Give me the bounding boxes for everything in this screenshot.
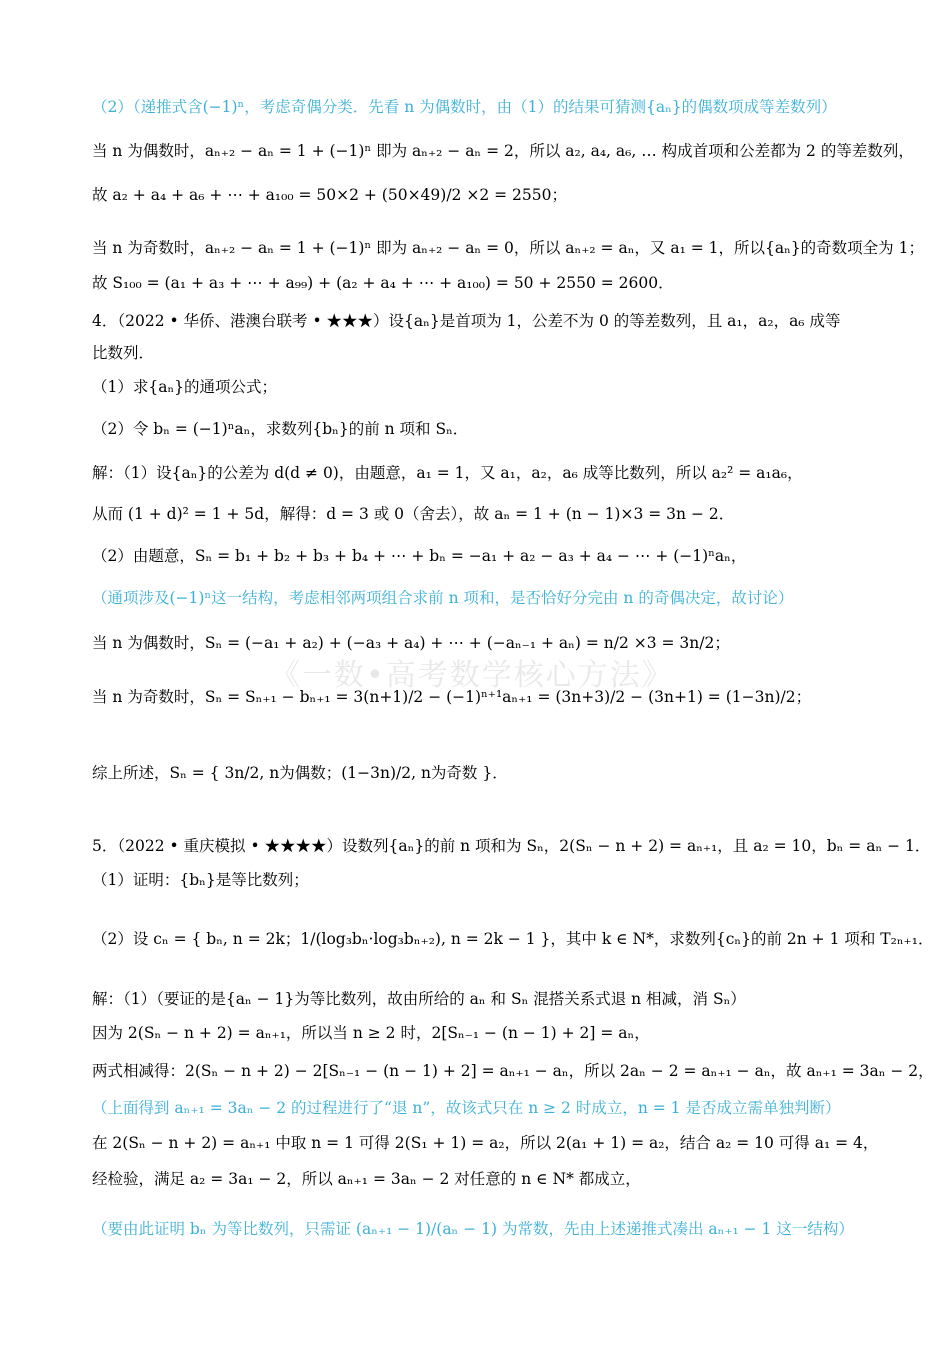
text-line: 在 2(Sₙ − n + 2) = aₙ₊₁ 中取 n = 1 可得 2(S₁ + 1) = a₂，所以 2(a₁ + 1) = a₂，结合 a₂ = 10 可得 a₁ = 4，: [92, 1134, 879, 1152]
text-line: （2）由题意，Sₙ = b₁ + b₂ + b₃ + b₄ + ⋯ + bₙ = −a₁ + a₂ − a₃ + a₄ − ⋯ + (−1)ⁿaₙ，: [92, 547, 747, 565]
watermark: 《一数•高考数学核心方法》: [270, 658, 674, 693]
hint-line: （通项涉及(−1)ⁿ这一结构，考虑相邻两项组合求前 n 项和，是否恰好分完由 n 的奇偶决定，故讨论）: [92, 589, 794, 607]
text-line: 两式相减得：2(Sₙ − n + 2) − 2[Sₙ₋₁ − (n − 1) + 2] = aₙ₊₁ − aₙ，所以 2aₙ − 2 = aₙ₊₁ − aₙ，故 aₙ₊₁ = 3aₙ − 2，: [92, 1062, 934, 1080]
solution-line: 解：（1）（要证的是{aₙ − 1}为等比数列，故由所给的 aₙ 和 Sₙ 混搭关系式退 n 相减，消 Sₙ）: [92, 990, 746, 1008]
text-line: （2）设 cₙ = { bₙ, n = 2k；1/(log₃bₙ·log₃bₙ₊₂), n = 2k − 1 }，其中 k ∈ N*，求数列{cₙ}的前 2n + 1 项和 T₂ₙ₊₁．: [92, 930, 934, 948]
text-line: 比数列．: [92, 344, 155, 362]
hint-line: （上面得到 aₙ₊₁ = 3aₙ − 2 的过程进行了“退 n”，故该式只在 n ≥ 2 时成立，n = 1 是否成立需单独判断）: [92, 1099, 841, 1117]
hint-line: （要由此证明 bₙ 为等比数列，只需证 (aₙ₊₁ − 1)/(aₙ − 1) 为常数，先由上述递推式凑出 aₙ₊₁ − 1 这一结构）: [92, 1220, 854, 1238]
text-line: 故 a₂ + a₄ + a₆ + ⋯ + a₁₀₀ = 50×2 + (50×49)/2 ×2 = 2550；: [92, 186, 567, 204]
text-line: 因为 2(Sₙ − n + 2) = aₙ₊₁，所以当 n ≥ 2 时，2[Sₙ₋₁ − (n − 1) + 2] = aₙ，: [92, 1024, 650, 1042]
text-line: 综上所述，Sₙ = { 3n/2, n为偶数；(1−3n)/2, n为奇数 }．: [92, 764, 508, 782]
text-line: 故 S₁₀₀ = (a₁ + a₃ + ⋯ + a₉₉) + (a₂ + a₄ + ⋯ + a₁₀₀) = 50 + 2550 = 2600．: [92, 274, 674, 292]
solution-line: 解：（1）设{aₙ}的公差为 d(d ≠ 0)，由题意，a₁ = 1，又 a₁，a₂，a₆ 成等比数列，所以 a₂² = a₁a₆，: [92, 464, 803, 482]
problem-heading: 5．（2022 • 重庆模拟 • ★★★★）设数列{aₙ}的前 n 项和为 Sₙ，2(Sₙ − n + 2) = aₙ₊₁，且 a₂ = 10，bₙ = aₙ − 1．: [92, 837, 931, 855]
text-line: （2）令 bₙ = (−1)ⁿaₙ，求数列{bₙ}的前 n 项和 Sₙ．: [92, 420, 469, 438]
text-line: 当 n 为偶数时，aₙ₊₂ − aₙ = 1 + (−1)ⁿ 即为 aₙ₊₂ − aₙ = 2，所以 a₂, a₄, a₆, … 构成首项和公差都为 2 的等差数列，: [92, 142, 914, 160]
text-line: （2）（递推式含(−1)ⁿ，考虑奇偶分类．先看 n 为偶数时，由（1）的结果可猜测{aₙ}的偶数项成等差数列）: [92, 98, 837, 116]
text-line: 经检验，满足 a₂ = 3a₁ − 2，所以 aₙ₊₁ = 3aₙ − 2 对任意的 n ∈ N* 都成立，: [92, 1170, 641, 1188]
text-line: （1）求{aₙ}的通项公式；: [92, 378, 278, 396]
text-line: 当 n 为奇数时，Sₙ = Sₙ₊₁ − bₙ₊₁ = 3(n+1)/2 − (−1)ⁿ⁺¹aₙ₊₁ = (3n+3)/2 − (3n+1) = (1−3n)/2；: [92, 688, 812, 706]
text-line: 从而 (1 + d)² = 1 + 5d，解得：d = 3 或 0（舍去），故 aₙ = 1 + (n − 1)×3 = 3n − 2．: [92, 505, 735, 523]
text-line: （1）证明：{bₙ}是等比数列；: [92, 871, 309, 889]
text-line: 当 n 为偶数时，Sₙ = (−a₁ + a₂) + (−a₃ + a₄) + ⋯ + (−aₙ₋₁ + aₙ) = n/2 ×3 = 3n/2；: [92, 634, 730, 652]
text-line: 当 n 为奇数时，aₙ₊₂ − aₙ = 1 + (−1)ⁿ 即为 aₙ₊₂ − aₙ = 0，所以 aₙ₊₂ = aₙ，又 a₁ = 1，所以{aₙ}的奇数项全为 1；: [92, 239, 924, 257]
problem-heading: 4．（2022 • 华侨、港澳台联考 • ★★★）设{aₙ}是首项为 1，公差不为 0 的等差数列，且 a₁，a₂，a₆ 成等: [92, 312, 841, 330]
